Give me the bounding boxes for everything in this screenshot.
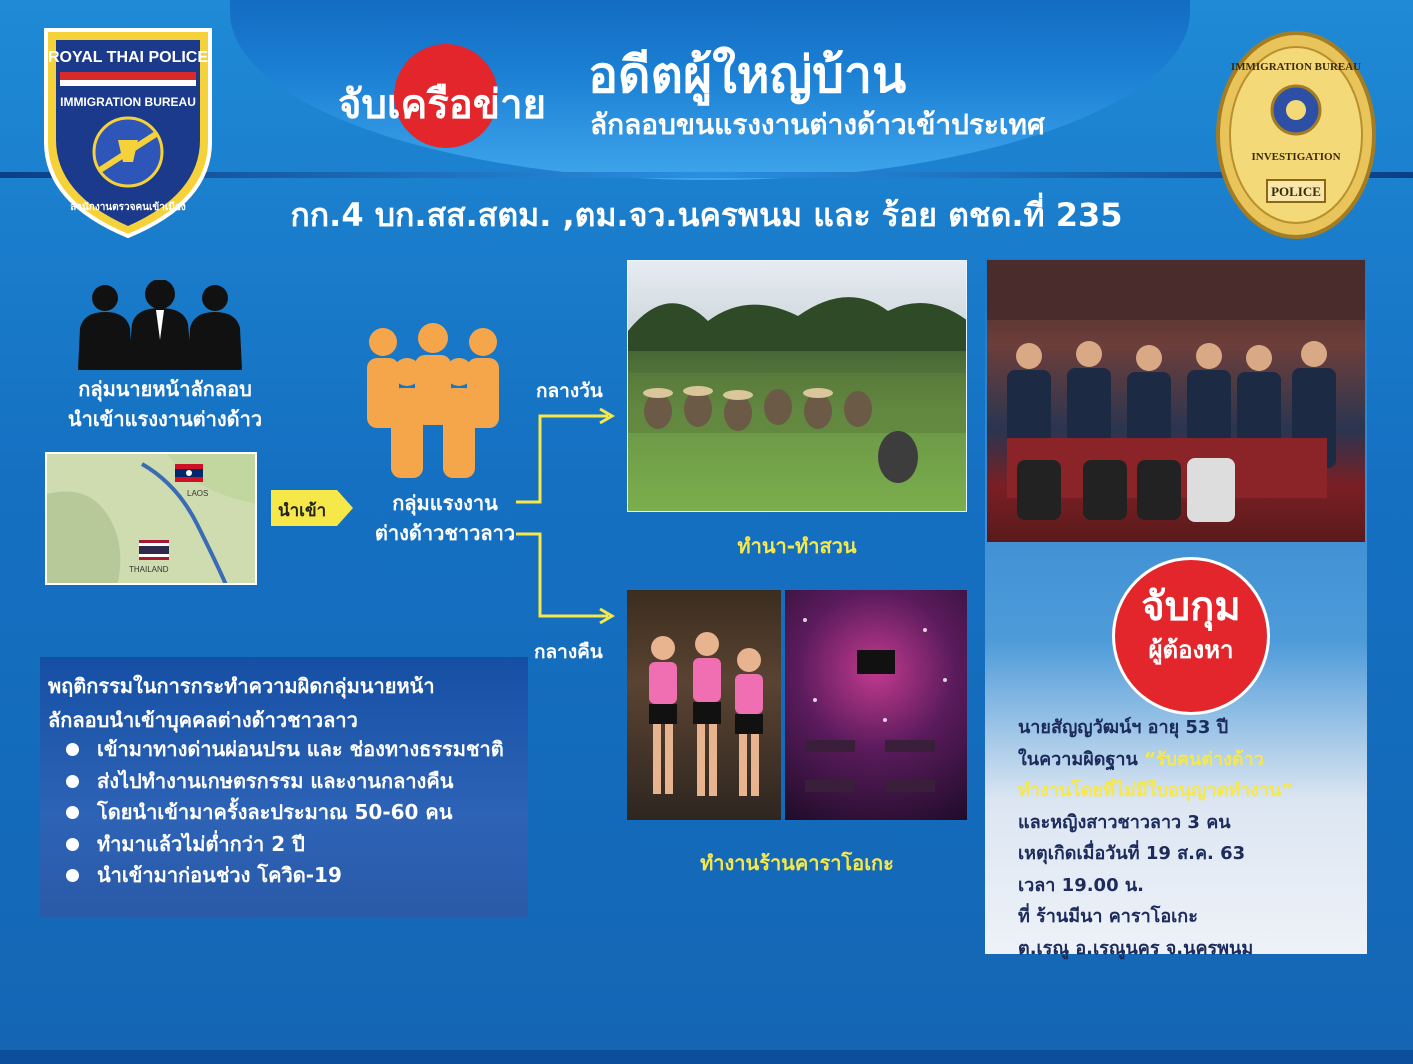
laborers-group-icon — [355, 322, 511, 482]
shield-top-text: ROYAL THAI POLICE — [47, 49, 209, 66]
karaoke-bar-photo — [785, 590, 967, 820]
badge-top-text: IMMIGRATION BUREAU — [1230, 61, 1362, 73]
title-left — [338, 72, 546, 136]
footer-bar — [0, 1050, 1413, 1064]
karaoke-caption: ทำงานร้านคาราโอเกะ — [700, 851, 894, 875]
farm-workers-photo — [627, 260, 967, 512]
arrest-title: จับกุม — [1141, 584, 1241, 630]
list-item: โดยนำเข้ามาครั้งละประมาณ 50-60 คน — [66, 797, 504, 829]
arrest-subtitle: ผู้ต้องหา — [1148, 636, 1234, 664]
behavior-heading-line2: ลักลอบนำเข้าบุคคลต่างด้าวชาวลาว — [48, 708, 358, 732]
flow-arrows — [490, 380, 630, 640]
title-left-part1: จับ — [338, 82, 387, 128]
laborers-label-line1: กลุ่มแรงงาน — [392, 491, 498, 515]
agency-units: กก.4 บก.สส.สตม. ,ตม.จว.นครพนม และ ร้อย ตชด.ที่ 235 — [290, 196, 1123, 234]
karaoke-workers-photo — [627, 590, 781, 820]
list-item: ส่งไปทำงานเกษตรกรรม และงานกลางคืน — [66, 766, 504, 798]
farm-scene — [628, 261, 967, 512]
map-image — [47, 454, 257, 585]
day-label: กลางวัน — [536, 380, 603, 402]
arrest-details — [1018, 712, 1358, 964]
details-charge-part2: ทำงานโดยที่ไม่มีใบอนุญาตทำงาน” — [1018, 780, 1294, 801]
badge-mid-text: INVESTIGATION — [1251, 151, 1341, 163]
page-title: อดีตผู้ใหญ่บ้าน — [588, 46, 907, 104]
behavior-heading — [48, 669, 435, 737]
details-charge-part1: “รับคนต่างด้าว — [1144, 748, 1264, 770]
shield-mid-text: IMMIGRATION BUREAU — [60, 95, 196, 109]
brokers-silhouette-icon — [70, 280, 250, 370]
details-line2 — [1018, 744, 1358, 776]
import-label: นำเข้า — [278, 501, 327, 521]
title-left-highlight: เครือ — [386, 82, 473, 128]
karaoke-workers-scene — [627, 590, 781, 820]
behavior-heading-line1: พฤติกรรมในการกระทำความผิดกลุ่มนายหน้า — [48, 674, 435, 698]
page-subtitle: ลักลอบขนแรงงานต่างด้าวเข้าประเทศ — [590, 108, 1045, 141]
shield-bottom-text: สำนักงานตรวจคนเข้าเมือง — [70, 202, 186, 213]
details-line5: เหตุเกิดเมื่อวันที่ 19 ส.ค. 63 — [1018, 843, 1246, 864]
brokers-label-line2: นำเข้าแรงงานต่างด้าว — [67, 407, 263, 431]
map-thailand-label: THAILAND — [129, 565, 169, 574]
brokers-label — [40, 374, 290, 434]
brokers-label-line1: กลุ่มนายหน้าลักลอบ — [78, 377, 252, 401]
details-line8: ต.เรณู อ.เรณูนคร จ.นครพนม — [1018, 937, 1254, 959]
night-label: กลางคืน — [534, 641, 603, 663]
map-laos-label: LAOS — [187, 489, 209, 498]
details-line6: เวลา 19.00 น. — [1018, 874, 1145, 896]
behavior-list — [66, 734, 504, 892]
karaoke-bar-scene — [785, 590, 967, 820]
details-line2-prefix: ในความผิดฐาน — [1018, 748, 1145, 770]
details-line7: ที่ ร้านมีนา คาราโอเกะ — [1018, 906, 1198, 927]
list-item: เข้ามาทางด่านผ่อนปรน และ ช่องทางธรรมชาติ — [66, 734, 504, 766]
farm-caption: ทำนา-ทำสวน — [737, 534, 857, 558]
badge-bottom-text: POLICE — [1271, 184, 1321, 199]
laborers-label-line2: ต่างด้าวชาวลาว — [374, 521, 516, 545]
arrest-photo — [987, 260, 1365, 542]
title-left-part2: ข่าย — [472, 82, 547, 128]
list-item: ทำมาแล้วไม่ต่ำกว่า 2 ปี — [66, 829, 504, 861]
list-item: นำเข้ามาก่อนช่วง โควิด-19 — [66, 860, 504, 892]
details-line1: นายสัญญวัฒน์ฯ อายุ 53 ปี — [1018, 717, 1229, 738]
details-line4: และหญิงสาวชาวลาว 3 คน — [1018, 811, 1231, 833]
laos-thailand-map — [45, 452, 257, 585]
arrest-scene — [987, 260, 1365, 542]
